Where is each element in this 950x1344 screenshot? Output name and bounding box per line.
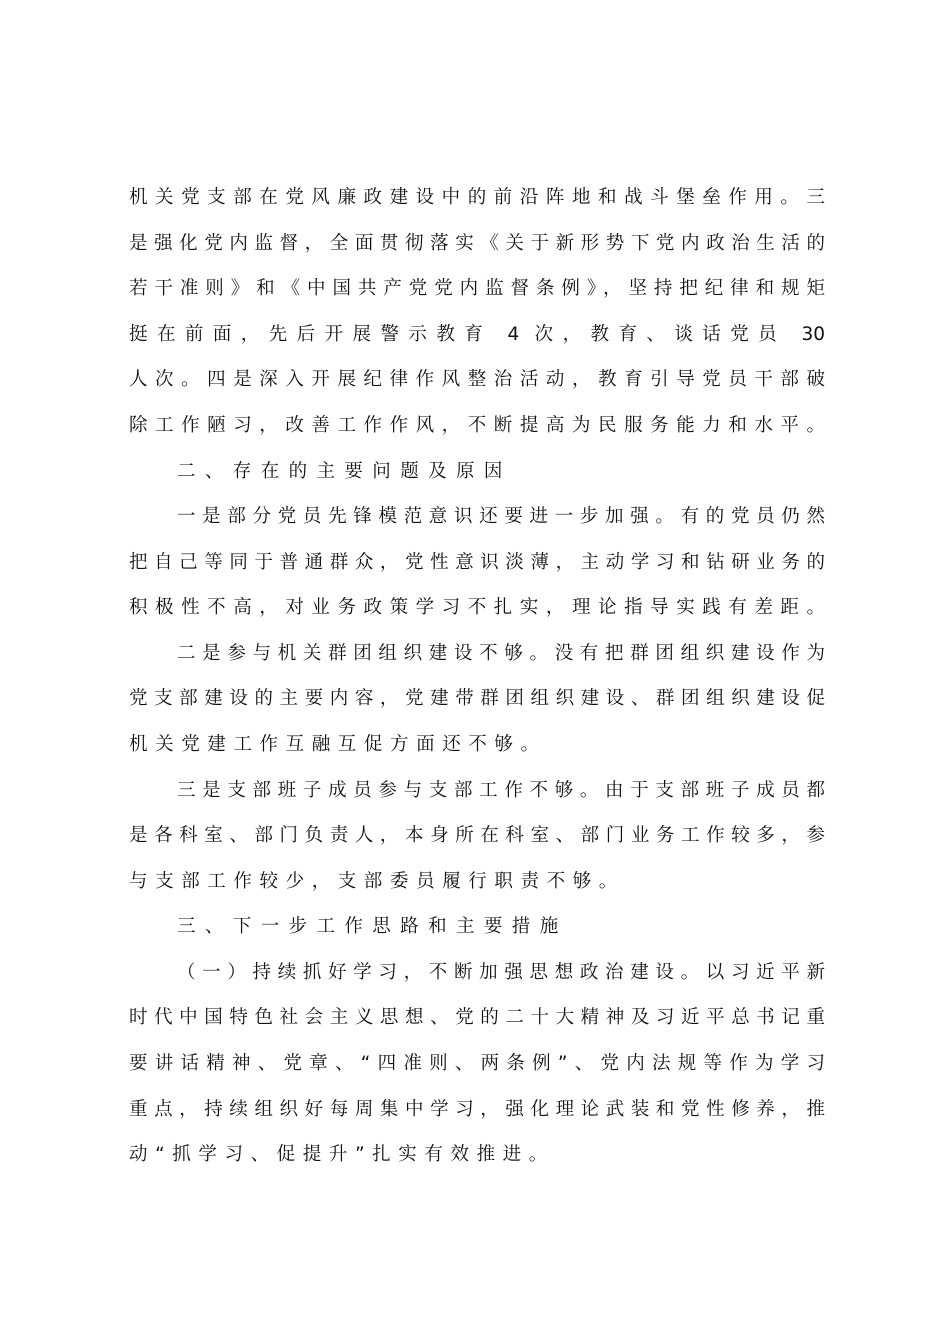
body-line: 挺在前面，先后开展警示教育 4 次，教育、谈话党员 30 (129, 324, 825, 345)
body-line: 党支部建设的主要内容，党建带群团组织建设、群团组织建设促 (129, 688, 825, 709)
section-heading: 三、下一步工作思路和主要措施 (177, 916, 568, 937)
body-line: 人次。四是深入开展纪律作风整治活动，教育引导党员干部破 (129, 369, 825, 390)
body-line: 与支部工作较少，支部委员履行职责不够。 (129, 871, 625, 892)
section-heading: 二、存在的主要问题及原因 (177, 461, 512, 482)
body-line: 三是支部班子成员参与支部工作不够。由于支部班子成员都 (177, 780, 825, 801)
body-line: 重点，持续组织好每周集中学习，强化理论武装和党性修养，推 (129, 1099, 825, 1120)
body-line: 时代中国特色社会主义思想、党的二十大精神及习近平总书记重 (129, 1007, 825, 1028)
body-line: 机关党建工作互融互促方面还不够。 (129, 734, 547, 755)
body-line: 积极性不高，对业务政策学习不扎实，理论指导实践有差距。 (129, 597, 825, 618)
body-line: 把自己等同于普通群众，党性意识淡薄，主动学习和钻研业务的 (129, 552, 825, 573)
body-line: 动“抓学习、促提升”扎实有效推进。 (129, 1144, 555, 1165)
body-line: 要讲话精神、党章、“四准则、两条例”、党内法规等作为学习 (129, 1053, 825, 1074)
body-line: 一是部分党员先锋模范意识还要进一步加强。有的党员仍然 (177, 506, 825, 527)
body-line: 二是参与机关群团组织建设不够。没有把群团组织建设作为 (177, 643, 825, 664)
body-line: 除工作陋习，改善工作作风，不断提高为民服务能力和水平。 (129, 415, 825, 436)
body-line: 是各科室、部门负责人，本身所在科室、部门业务工作较多，参 (129, 825, 825, 846)
body-line: 是强化党内监督，全面贯彻落实《关于新形势下党内政治生活的 (129, 233, 825, 254)
body-line: 若干准则》和《中国共产党党内监督条例》，坚持把纪律和规矩 (129, 278, 825, 299)
body-line: （一）持续抓好学习，不断加强思想政治建设。以习近平新 (177, 962, 825, 983)
body-line: 机关党支部在党风廉政建设中的前沿阵地和战斗堡垒作用。三 (129, 187, 825, 208)
